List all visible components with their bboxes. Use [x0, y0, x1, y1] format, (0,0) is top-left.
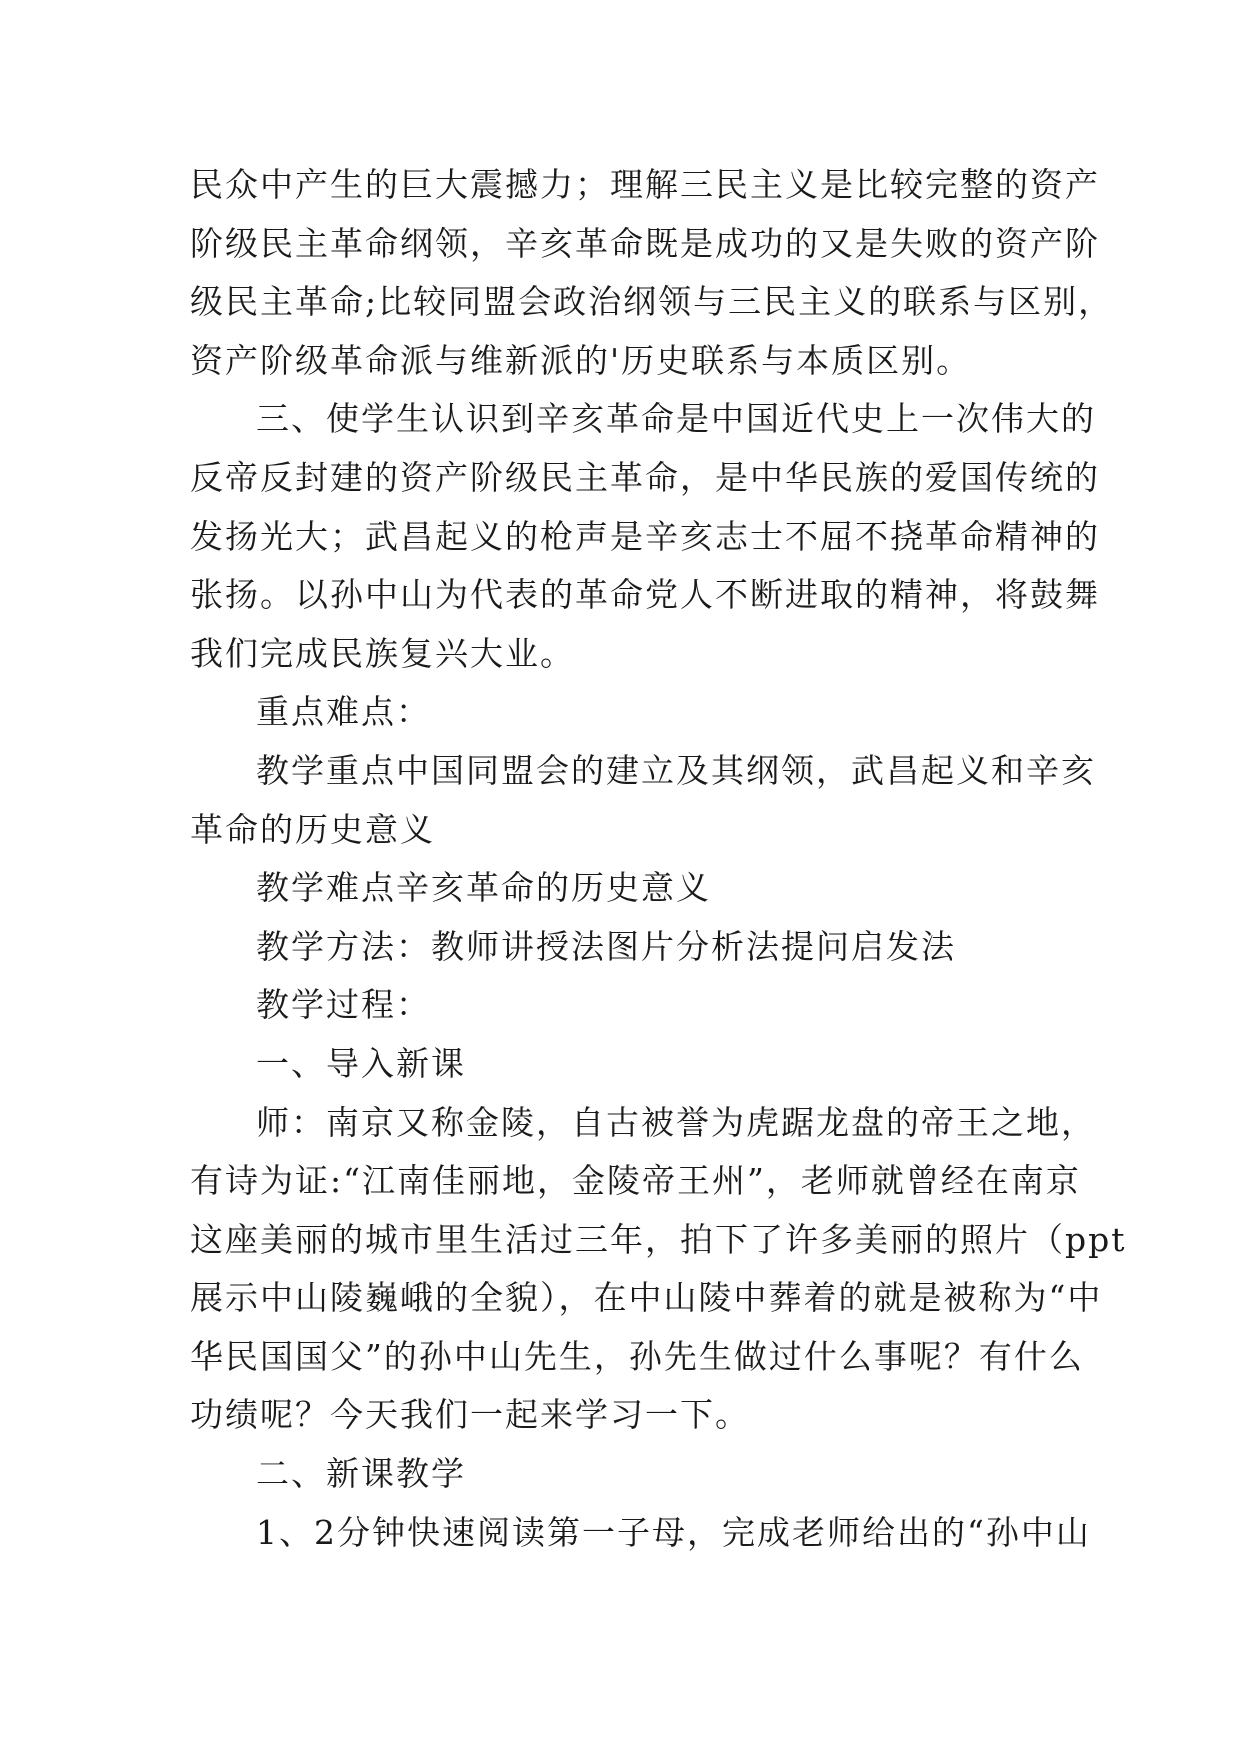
- section-heading: 二、新课教学: [256, 1454, 466, 1494]
- text-line: 我们完成民族复兴大业。: [190, 633, 575, 673]
- text-line: 阶级民主革命纲领，辛亥革命既是成功的又是失败的资产阶: [190, 223, 1100, 263]
- text-line: 教学方法：教师讲授法图片分析法提问启发法: [256, 926, 956, 966]
- text-line: 级民主革命;比较同盟会政治纲领与三民主义的联系与区别，: [190, 282, 1114, 322]
- text-line: 革命的历史意义: [190, 809, 435, 849]
- text-line: 1、2分钟快速阅读第一子母，完成老师给出的“孙中山: [256, 1512, 1091, 1552]
- text-line: 有诗为证:“江南佳丽地，金陵帝王州”，老师就曾经在南京: [190, 1161, 1081, 1201]
- text-line: 功绩呢？今天我们一起来学习一下。: [190, 1395, 750, 1435]
- section-heading: 一、导入新课: [256, 1043, 466, 1083]
- section-heading: 教学过程：: [256, 985, 431, 1025]
- text-line: 反帝反封建的资产阶级民主革命，是中华民族的爱国传统的: [190, 457, 1100, 497]
- text-line: 民众中产生的巨大震撼力；理解三民主义是比较完整的资产: [190, 165, 1100, 204]
- text-line: 华民国国父”的孙中山先生，孙先生做过什么事呢？有什么: [190, 1336, 1084, 1376]
- text-line: 教学重点中国同盟会的建立及其纲领，武昌起义和辛亥: [256, 750, 1096, 790]
- text-line: 张扬。以孙中山为代表的革命党人不断进取的精神，将鼓舞: [190, 575, 1100, 615]
- text-line: 三、使学生认识到辛亥革命是中国近代史上一次伟大的: [256, 399, 1096, 439]
- body-text: [190, 156, 1127, 1562]
- text-line: 展示中山陵巍峨的全貌），在中山陵中葬着的就是被称为“中: [190, 1278, 1103, 1318]
- section-heading: 重点难点：: [256, 692, 431, 732]
- text-line: 师：南京又称金陵，自古被誉为虎踞龙盘的帝王之地，: [256, 1102, 1096, 1142]
- text-line: 教学难点辛亥革命的历史意义: [256, 868, 711, 908]
- text-line: 资产阶级革命派与维新派的'历史联系与本质区别。: [190, 340, 972, 380]
- text-line: 发扬光大；武昌起义的枪声是辛亥志士不屈不挠革命精神的: [190, 516, 1100, 556]
- text-line: 这座美丽的城市里生活过三年，拍下了许多美丽的照片（ppt: [190, 1219, 1127, 1259]
